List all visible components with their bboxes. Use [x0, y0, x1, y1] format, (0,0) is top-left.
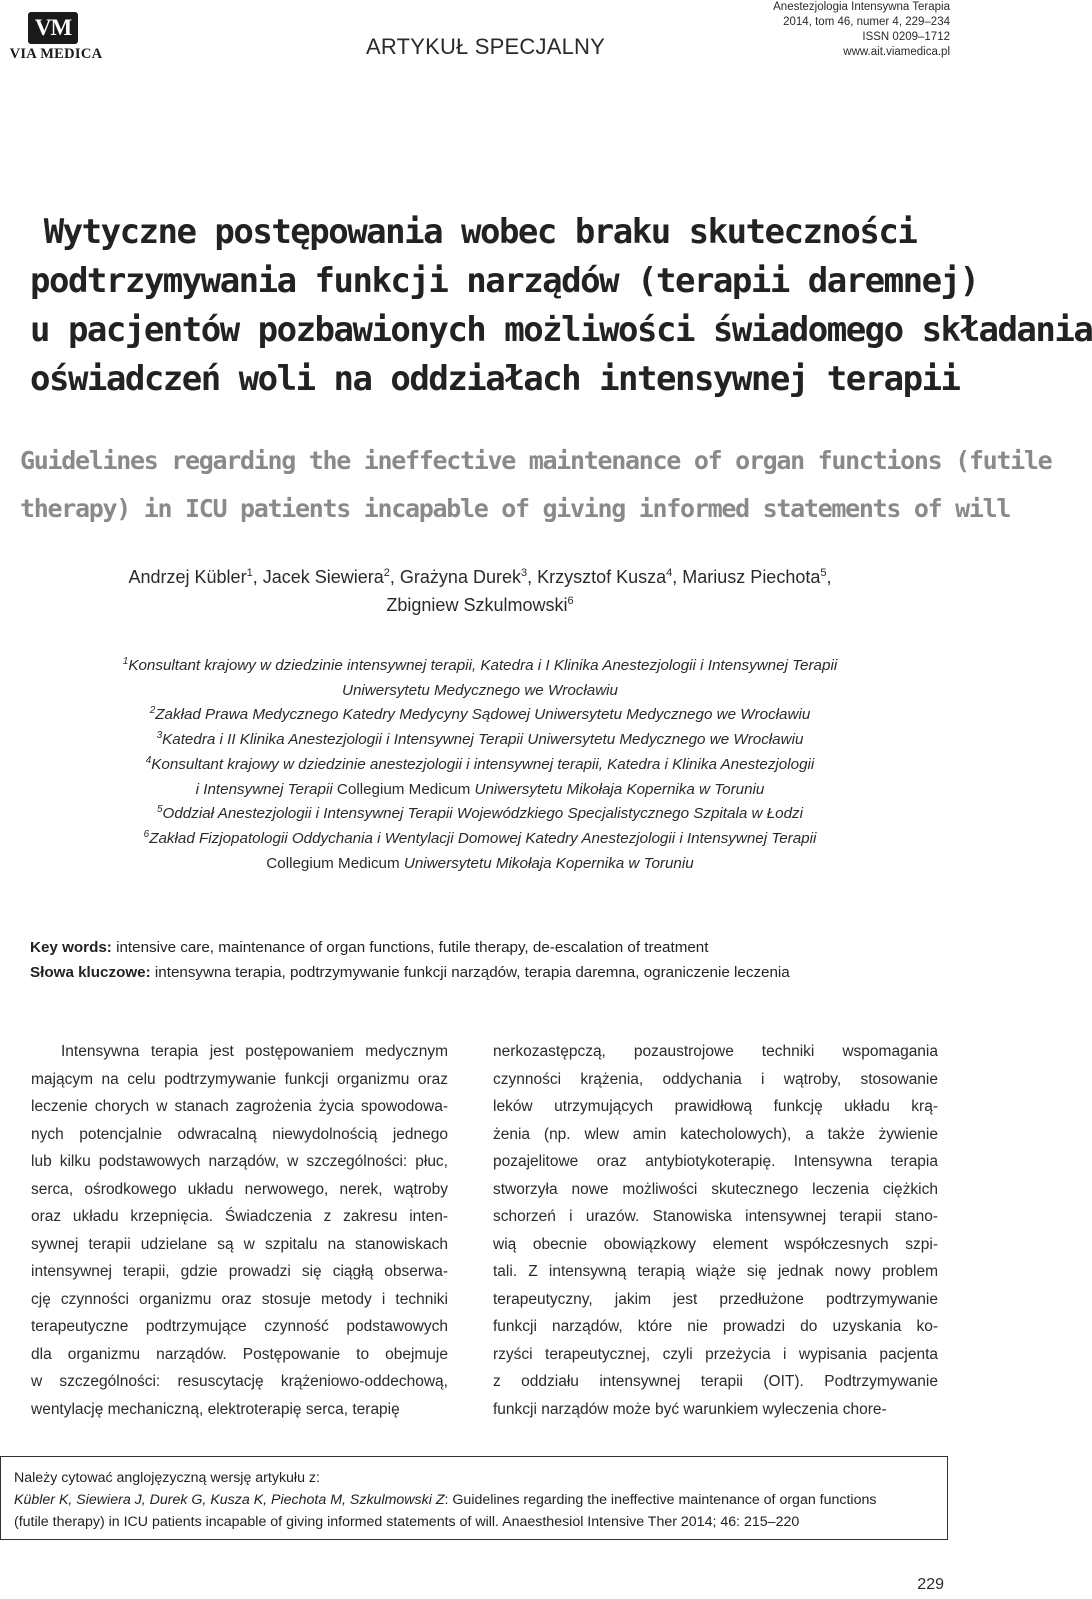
affiliation-5 [20, 802, 940, 827]
affiliation-number: 2 [149, 705, 156, 717]
title-pl-line: podtrzymywania funkcji narządów (terapii daremnej) [30, 261, 979, 301]
body-line: wentylację mechaniczną, elektroterapię serca, terapię [31, 1400, 400, 1418]
affiliation-1 [20, 654, 940, 679]
journal-issn: ISSN 0209–1712 [862, 31, 950, 43]
author-name: Mariusz Piechota [682, 567, 821, 587]
keywords-block [30, 935, 930, 985]
affiliation-6 [20, 827, 940, 852]
citation-line-2: (futile therapy) in ICU patients incapable of giving informed statements of will. Anaesthesiol Intensive Ther 2014; 46: 215–220 [14, 1514, 800, 1530]
author-name: Krzysztof Kusza [537, 567, 667, 587]
affiliation-text: Konsultant krajowy w dziedzinie anestezjologii i intensywnej terapii, Katedra i Klinika Anestezjologii [151, 755, 815, 773]
citation-line-1 [14, 1489, 876, 1511]
affiliation-number: 6 [143, 828, 150, 840]
title-pl-line: u pacjentów pozbawionych możliwości świadomego składania [30, 310, 1092, 350]
body-line: leczenie chorych w stanach zagrożenia życia spowodowa- [31, 1098, 448, 1115]
affiliation-text: Uniwersytetu Mikołaja Kopernika w Toruniu [474, 780, 765, 798]
author-separator: , [826, 567, 832, 587]
affiliation-text: Konsultant krajowy w dziedzinie intensywnej terapii, Katedra i I Klinika Anestezjologii i Intensywnej Terapii [128, 657, 838, 674]
body-line: lub kilku podstawowych narządów, w szczególności: płuc, [31, 1153, 448, 1170]
author-name: Zbigniew Szkulmowski [386, 595, 568, 615]
author-list [20, 563, 940, 619]
journal-volume: 2014, tom 46, numer 4, 229–234 [783, 16, 950, 28]
body-line: czynności krążenia, oddychania i wątroby, stosowanie [493, 1070, 938, 1088]
body-line: żenia (np. wlew amin katecholowych), a także żywienie [493, 1125, 938, 1143]
body-line: serca, ośrodkowego układu nerwowego, nerek, wątroby [31, 1180, 448, 1198]
journal-name: Anestezjologia Intensywna Terapia [773, 1, 950, 13]
body-line: rzyści terapeutycznej, czyli przeżycia i wypisania pacjenta [493, 1345, 938, 1363]
title-pl-line: oświadczeń woli na oddziałach intensywnej terapii [30, 359, 960, 399]
affiliation-4 [20, 753, 940, 778]
body-line: stworzyła nowe możliwości skutecznego leczenia ciężkich [493, 1180, 938, 1198]
affiliation-text: Katedra i II Klinika Anestezjologii i Intensywnej Terapii Uniwersytetu Medycznego we Wrocławiu [162, 731, 804, 749]
body-line: dla organizmu narządów. Postępowanie to obejmuje [31, 1345, 448, 1363]
affiliation-4-cont [20, 778, 940, 803]
body-line: wią obecnie obowiązkowy element współczesnych szpi- [493, 1235, 938, 1253]
citation-box [0, 1456, 948, 1540]
affiliation-text: Zakład Fizjopatologii Oddychania i Wentylacji Domowej Katedry Anestezjologii i Intensywnej Terapii [149, 829, 817, 847]
journal-info [773, 0, 950, 60]
affiliation-text: Oddział Anestezjologii i Intensywnej Terapii Wojewódzkiego Specjalistycznego Szpitala w Łodzi [162, 805, 804, 823]
journal-url[interactable]: www.ait.viamedica.pl [843, 46, 950, 58]
body-line: w szczególności: resuscytację krążeniowo-oddechową, [31, 1373, 448, 1390]
body-line: leków utrzymujących prawidłową funkcję układu krą- [493, 1098, 938, 1115]
page-number: 229 [917, 1576, 944, 1593]
affiliation-number: 5 [156, 804, 163, 816]
author-affiliation-ref: 5 [820, 567, 827, 579]
author-affiliation-ref: 3 [520, 567, 528, 579]
title-en-line: therapy) in ICU patients incapable of giving informed statements of will [20, 494, 1011, 523]
body-line: nych potencjalnie odwracalną niewydolnością jednego [31, 1125, 448, 1143]
affiliation-3 [20, 728, 940, 753]
logo-mark-box [28, 12, 78, 44]
logo-text: VIA MEDICA [9, 46, 103, 62]
body-column-left [31, 1038, 448, 1423]
author-affiliation-ref: 6 [567, 595, 574, 607]
keywords-pl-text: intensywna terapia, podtrzymywanie funkcji narządów, terapia daremna, ograniczenie leczenia [150, 964, 790, 981]
affiliation-text: i Intensywnej Terapii [195, 780, 333, 798]
section-label: ARTYKUŁ SPECJALNY [366, 34, 605, 59]
author-affiliation-ref: 2 [383, 567, 390, 579]
keywords-en [30, 935, 930, 960]
body-line: mającym na celu podtrzymywanie funkcji organizmu oraz [31, 1070, 448, 1088]
affiliation-text-upright: Collegium Medicum [332, 780, 475, 798]
affiliation-text: Uniwersytetu Medycznego we Wrocławiu [341, 681, 618, 699]
author-separator: , [252, 567, 263, 587]
body-line: funkcji narządów, które nie prowadzi do uzyskania ko- [493, 1318, 938, 1335]
title-pl-line: Wytyczne postępowania wobec braku skuteczności [43, 212, 917, 252]
article-title-en [20, 437, 1052, 533]
affiliation-2 [20, 703, 940, 728]
body-line: pozajelitowe oraz antybiotykoterapię. Intensywna terapia [493, 1153, 938, 1170]
author-affiliation-ref: 1 [246, 567, 253, 579]
publisher-logo [4, 12, 104, 62]
body-column-right [493, 1038, 938, 1423]
body-line: nerkozastępczą, pozaustrojowe techniki wspomagania [493, 1043, 938, 1060]
body-line: sywnej terapii udzielane są w szpitalu na stanowiskach [31, 1235, 448, 1253]
keywords-pl [30, 960, 930, 985]
article-title-pl [30, 208, 1092, 404]
affiliation-number: 3 [156, 730, 163, 742]
author-name: Andrzej Kübler [128, 567, 247, 587]
author-separator: , [527, 567, 538, 587]
author-name: Grażyna Durek [399, 567, 521, 587]
affiliation-text-upright: Collegium Medicum [266, 854, 404, 872]
keywords-en-label: Key words: [30, 939, 112, 956]
affiliation-1-cont [20, 679, 940, 704]
body-line: z oddziału intensywnej terapii (OIT). Podtrzymywanie [493, 1373, 938, 1390]
affiliation-text: Uniwersytetu Mikołaja Kopernika w Toruniu [403, 854, 694, 872]
body-line: oraz układu krzepnięcia. Świadczenia z zakresu inten- [31, 1208, 448, 1225]
affiliation-text: Zakład Prawa Medycznego Katedry Medycyny Sądowej Uniwersytetu Medycznego we Wrocławiu [155, 706, 811, 724]
body-line: Intensywna terapia jest postępowaniem medycznym [61, 1043, 448, 1060]
author-name: Jacek Siewiera [262, 567, 384, 587]
body-line: terapeutyczne podtrzymujące czynność podstawowych [31, 1318, 448, 1335]
title-en-line: Guidelines regarding the ineffective maintenance of organ functions (futile [20, 446, 1052, 475]
body-line: funkcji narządów może być warunkiem wyleczenia chore- [493, 1400, 887, 1418]
author-separator: , [672, 567, 683, 587]
body-line: intensywnej terapii, gdzie prowadzi się ciągłą obserwa- [31, 1263, 448, 1280]
citation-authors: Kübler K, Siewiera J, Durek G, Kusza K, Piechota M, Szkulmowski Z [14, 1492, 445, 1508]
body-line: tali. Z intensywną terapią wiąże się jednak nowy problem [493, 1263, 938, 1280]
affiliation-list [20, 654, 940, 876]
logo-mark: VM [34, 15, 72, 40]
citation-intro: Należy cytować anglojęzyczną wersję artykułu z: [14, 1470, 320, 1486]
keywords-en-text: intensive care, maintenance of organ functions, futile therapy, de-escalation of treatment [111, 939, 709, 956]
author-affiliation-ref: 4 [666, 567, 673, 579]
body-line: terapeutyczny, jakim jest przedłużone podtrzymywanie [493, 1290, 938, 1308]
affiliation-number: 1 [122, 656, 129, 667]
affiliation-number: 4 [145, 754, 152, 766]
keywords-pl-label: Słowa kluczowe: [30, 964, 151, 981]
author-separator: , [389, 567, 400, 587]
body-line: schorzeń i urazów. Stanowiska intensywnej terapii stano- [493, 1208, 938, 1225]
affiliation-6-cont [20, 852, 940, 877]
body-line: cję czynności organizmu oraz stosuje metody i techniki [31, 1290, 448, 1308]
citation-title: : Guidelines regarding the ineffective maintenance of organ functions [444, 1492, 877, 1508]
